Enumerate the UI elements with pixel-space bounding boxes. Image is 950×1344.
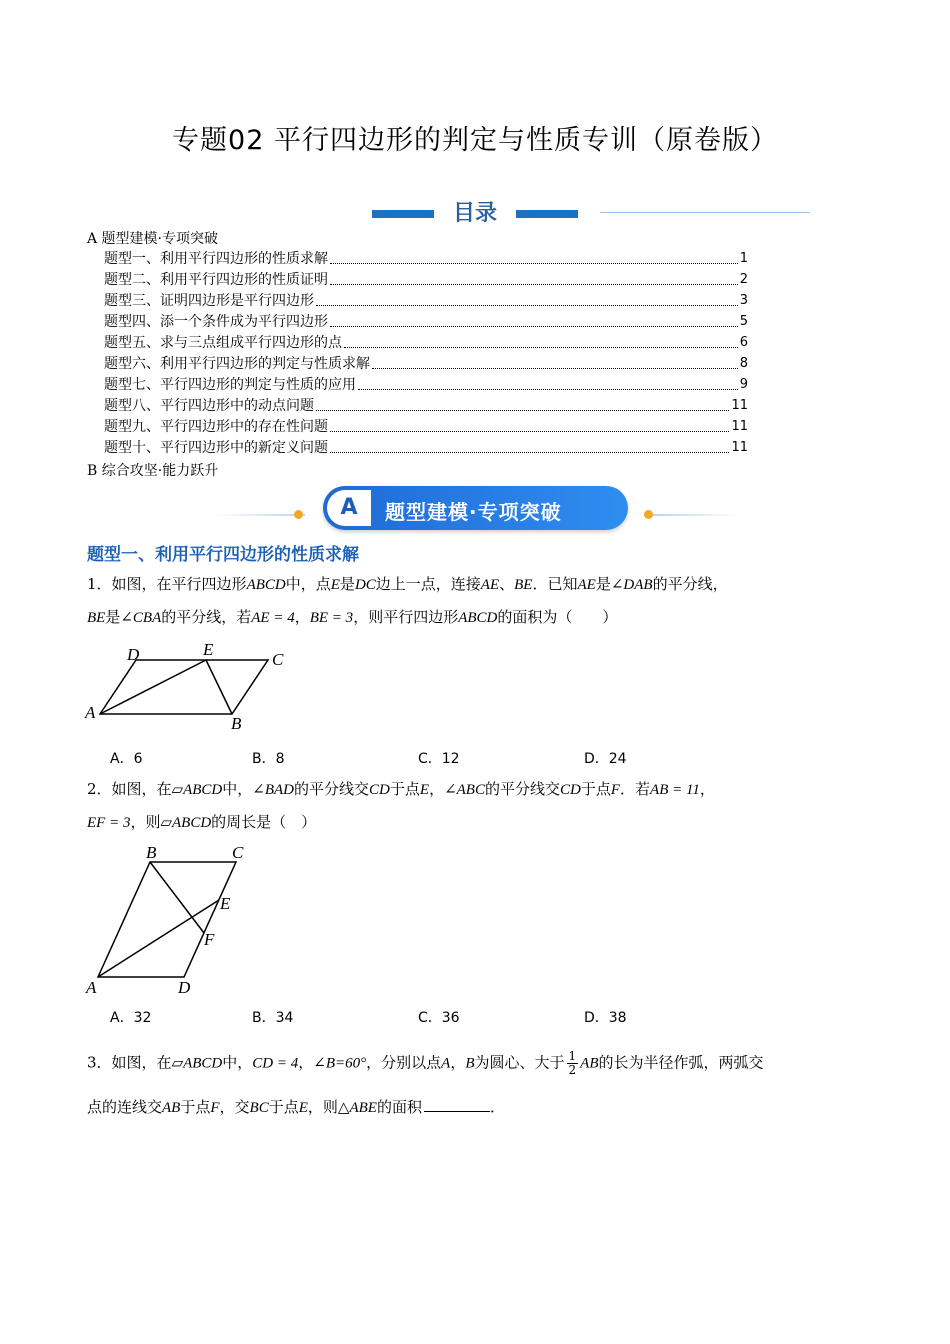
toc-item-label: 题型七、平行四边形的判定与性质的应用 [104,377,356,393]
toc-item[interactable] [104,250,748,268]
q1-text: 的面积为（ ） [497,608,618,626]
q1-line2 [87,606,617,629]
toc-item[interactable] [104,418,748,436]
segment-ae [100,660,206,714]
q3-text: 的面积 [376,1098,422,1116]
toc-item[interactable] [104,439,748,457]
toc-item-page: 5 [739,314,748,329]
q2-math: EF = 3 [87,815,131,831]
q1-figure [80,640,300,735]
toc-leader [330,284,738,285]
toc-item-page: 3 [739,293,748,308]
q1-text: ，则平行四边形 [353,608,459,626]
toc-item-page: 8 [739,356,748,371]
label-a: A [85,703,96,722]
toc-item-label: 题型六、利用平行四边形的判定与性质求解 [104,356,370,372]
q3-math: B [465,1055,475,1072]
q3-text: 于点 [180,1098,211,1116]
q1-text: 的平分线， [652,575,728,593]
q1-math: ABCD [246,577,286,593]
q3-math: A [441,1055,451,1072]
segment-bf [150,862,204,933]
parallelogram-abcd [100,660,268,714]
label-e: E [203,640,214,659]
q3-text: ，交 [219,1098,250,1116]
q1-text: 的平分线，若 [161,608,252,626]
toc-item[interactable] [104,397,748,415]
answer-blank[interactable] [424,1111,490,1112]
toc-leader [316,305,738,306]
toc-section-b[interactable]: B 综合攻坚·能力跃升 [87,463,219,479]
q3-math: CD = 4 [252,1055,299,1072]
label-d: D [178,978,191,997]
fraction-denominator: 2 [568,1063,577,1077]
toc-item-page: 2 [739,272,748,287]
label-d: D [127,645,140,664]
q3-text: 的长为半径作弧，两弧交 [598,1053,764,1072]
parallelogram-abcd [98,862,236,977]
q1-text: 边上一点，连接 [375,575,481,593]
q3-math: BC [249,1100,269,1116]
q3-math: E [298,1100,308,1116]
q1-option-c[interactable]: C．12 [418,751,460,767]
q2-math: ▱ABCD [160,815,212,831]
toc-heading: 目录 [452,201,497,226]
label-b: B [231,714,242,733]
label-c: C [232,843,244,862]
banner-dot-right [644,510,653,519]
q1-line1 [87,573,728,596]
toc-item[interactable] [104,313,748,331]
q1-math: BE [87,610,106,626]
toc-item-label: 题型四、添一个条件成为平行四边形 [104,314,328,330]
banner-line-left [215,514,305,516]
toc-item-label: 题型一、利用平行四边形的性质求解 [104,251,328,267]
toc-leader [358,389,738,390]
q2-text: 如图，在 [111,780,172,798]
q1-text: 是 [339,575,355,593]
q2-math: ∠ABC [444,782,485,798]
q3-text: ，则 [307,1098,338,1116]
banner-letter: A [327,490,371,526]
q3-math: ▱ABCD [171,1055,223,1072]
section-heading: 题型一、利用平行四边形的性质求解 [87,545,359,565]
q2-text: 于点 [389,780,420,798]
q3-text: ，分别以点 [366,1053,442,1072]
q1-text: 、 [499,575,515,593]
q1-option-d[interactable]: D．24 [584,751,627,767]
toc-leader [316,410,729,411]
q2-math: ∠BAD [252,782,295,798]
q1-number: 1． [87,575,112,593]
q2-math: CD [369,782,390,798]
q2-math: CD [560,782,581,798]
q1-math: AE [577,577,596,593]
q2-option-d[interactable]: D．38 [584,1010,627,1026]
q3-line1 [87,1050,764,1077]
q3-math: △ABE [337,1100,377,1116]
q1-math: AE [480,577,500,593]
q3-text: ． [489,1098,505,1116]
q3-text: 中， [222,1053,253,1072]
q2-line1 [87,778,715,801]
toc-item[interactable] [104,334,748,352]
toc-item-page: 11 [731,419,748,434]
toc-leader [372,368,738,369]
toc-item-page: 11 [731,440,748,455]
q3-text: ， [450,1053,466,1072]
q2-math: AB = 11 [650,782,700,798]
q1-option-b[interactable]: B．8 [252,751,285,767]
q3-math: ∠B=60° [313,1055,367,1072]
toc-item-page: 6 [739,335,748,350]
toc-item[interactable] [104,376,748,394]
toc-leader [344,347,738,348]
q2-text: 中， [222,780,253,798]
document-title: 专题02 平行四边形的判定与性质专训（原卷版） [172,125,778,156]
q1-text: 中，点 [285,575,331,593]
q1-math: ∠DAB [610,577,653,593]
toc-item[interactable] [104,271,748,289]
q1-text: ．已知 [532,575,578,593]
q2-option-c[interactable]: C．36 [418,1010,460,1026]
toc-item-label: 题型二、利用平行四边形的性质证明 [104,272,328,288]
q1-option-a[interactable]: A．6 [110,751,143,767]
q3-text: 于点 [268,1098,299,1116]
q2-text: ， [429,780,445,798]
q3-text: ， [298,1053,314,1072]
q3-math: F [210,1100,220,1116]
q2-text: 的平分线交 [484,780,560,798]
segment-be [206,660,232,714]
q1-math: BE = 3 [309,610,354,626]
q3-fraction [567,1050,579,1077]
q2-text: ．若 [620,780,651,798]
banner-text: 题型建模·专项突破 [385,500,562,524]
toc-leader [330,263,738,264]
q3-text: 为圆心、大于 [474,1053,565,1072]
q1-math: ABCD [458,610,498,626]
toc-item-page: 9 [739,377,748,392]
q3-math: AB [580,1055,599,1072]
toc-item-label: 题型五、求与三点组成平行四边形的点 [104,335,342,351]
q3-text: 点的连线交 [87,1098,163,1116]
toc-item-label: 题型九、平行四边形中的存在性问题 [104,419,328,435]
label-f: F [204,930,215,949]
banner-dot-left [294,510,303,519]
q1-text: ， [294,608,310,626]
q2-text: ，则 [130,813,161,831]
q2-text: 的周长是（ ） [211,813,317,831]
q3-math: AB [162,1100,181,1116]
fraction-numerator: 1 [568,1049,577,1063]
q3-number: 3． [87,1053,112,1072]
banner-line-right [652,514,742,516]
q2-math: E [419,782,430,798]
q2-text: 于点 [580,780,611,798]
q2-math: F [610,782,621,798]
toc-section-a[interactable]: A 题型建模·专项突破 [87,231,219,247]
label-e: E [220,894,231,913]
toc-leader [330,326,738,327]
q1-math: AE = 4 [251,610,295,626]
toc-item[interactable] [104,355,748,373]
toc-item-label: 题型三、证明四边形是平行四边形 [104,293,314,309]
q1-text: 是 [595,575,611,593]
toc-item-label: 题型八、平行四边形中的动点问题 [104,398,314,414]
toc-item-label: 题型十、平行四边形中的新定义问题 [104,440,328,456]
q1-text: 是 [105,608,121,626]
toc-item-page: 1 [739,251,748,266]
q1-math: E [330,577,340,593]
q2-option-b[interactable]: B．34 [252,1010,294,1026]
q2-text: 的平分线交 [294,780,370,798]
q2-number: 2． [87,780,112,798]
q3-line2 [87,1096,505,1119]
label-b: B [146,843,157,862]
label-c: C [272,650,284,669]
q2-option-a[interactable]: A．32 [110,1010,152,1026]
q1-text: 如图，在平行四边形 [111,575,247,593]
toc-item-page: 11 [731,398,748,413]
label-a: A [86,978,97,997]
q3-text: 如图，在 [111,1053,172,1072]
q1-math: ∠CBA [120,610,162,626]
toc-item[interactable] [104,292,748,310]
toc-leader [330,431,729,432]
q2-text: ， [699,780,715,798]
q2-figure [80,840,260,1000]
q1-math: BE [514,577,533,593]
q2-line2 [87,811,316,834]
toc-leader [330,452,729,453]
q2-math: ▱ABCD [171,782,223,798]
q1-math: DC [354,577,376,593]
